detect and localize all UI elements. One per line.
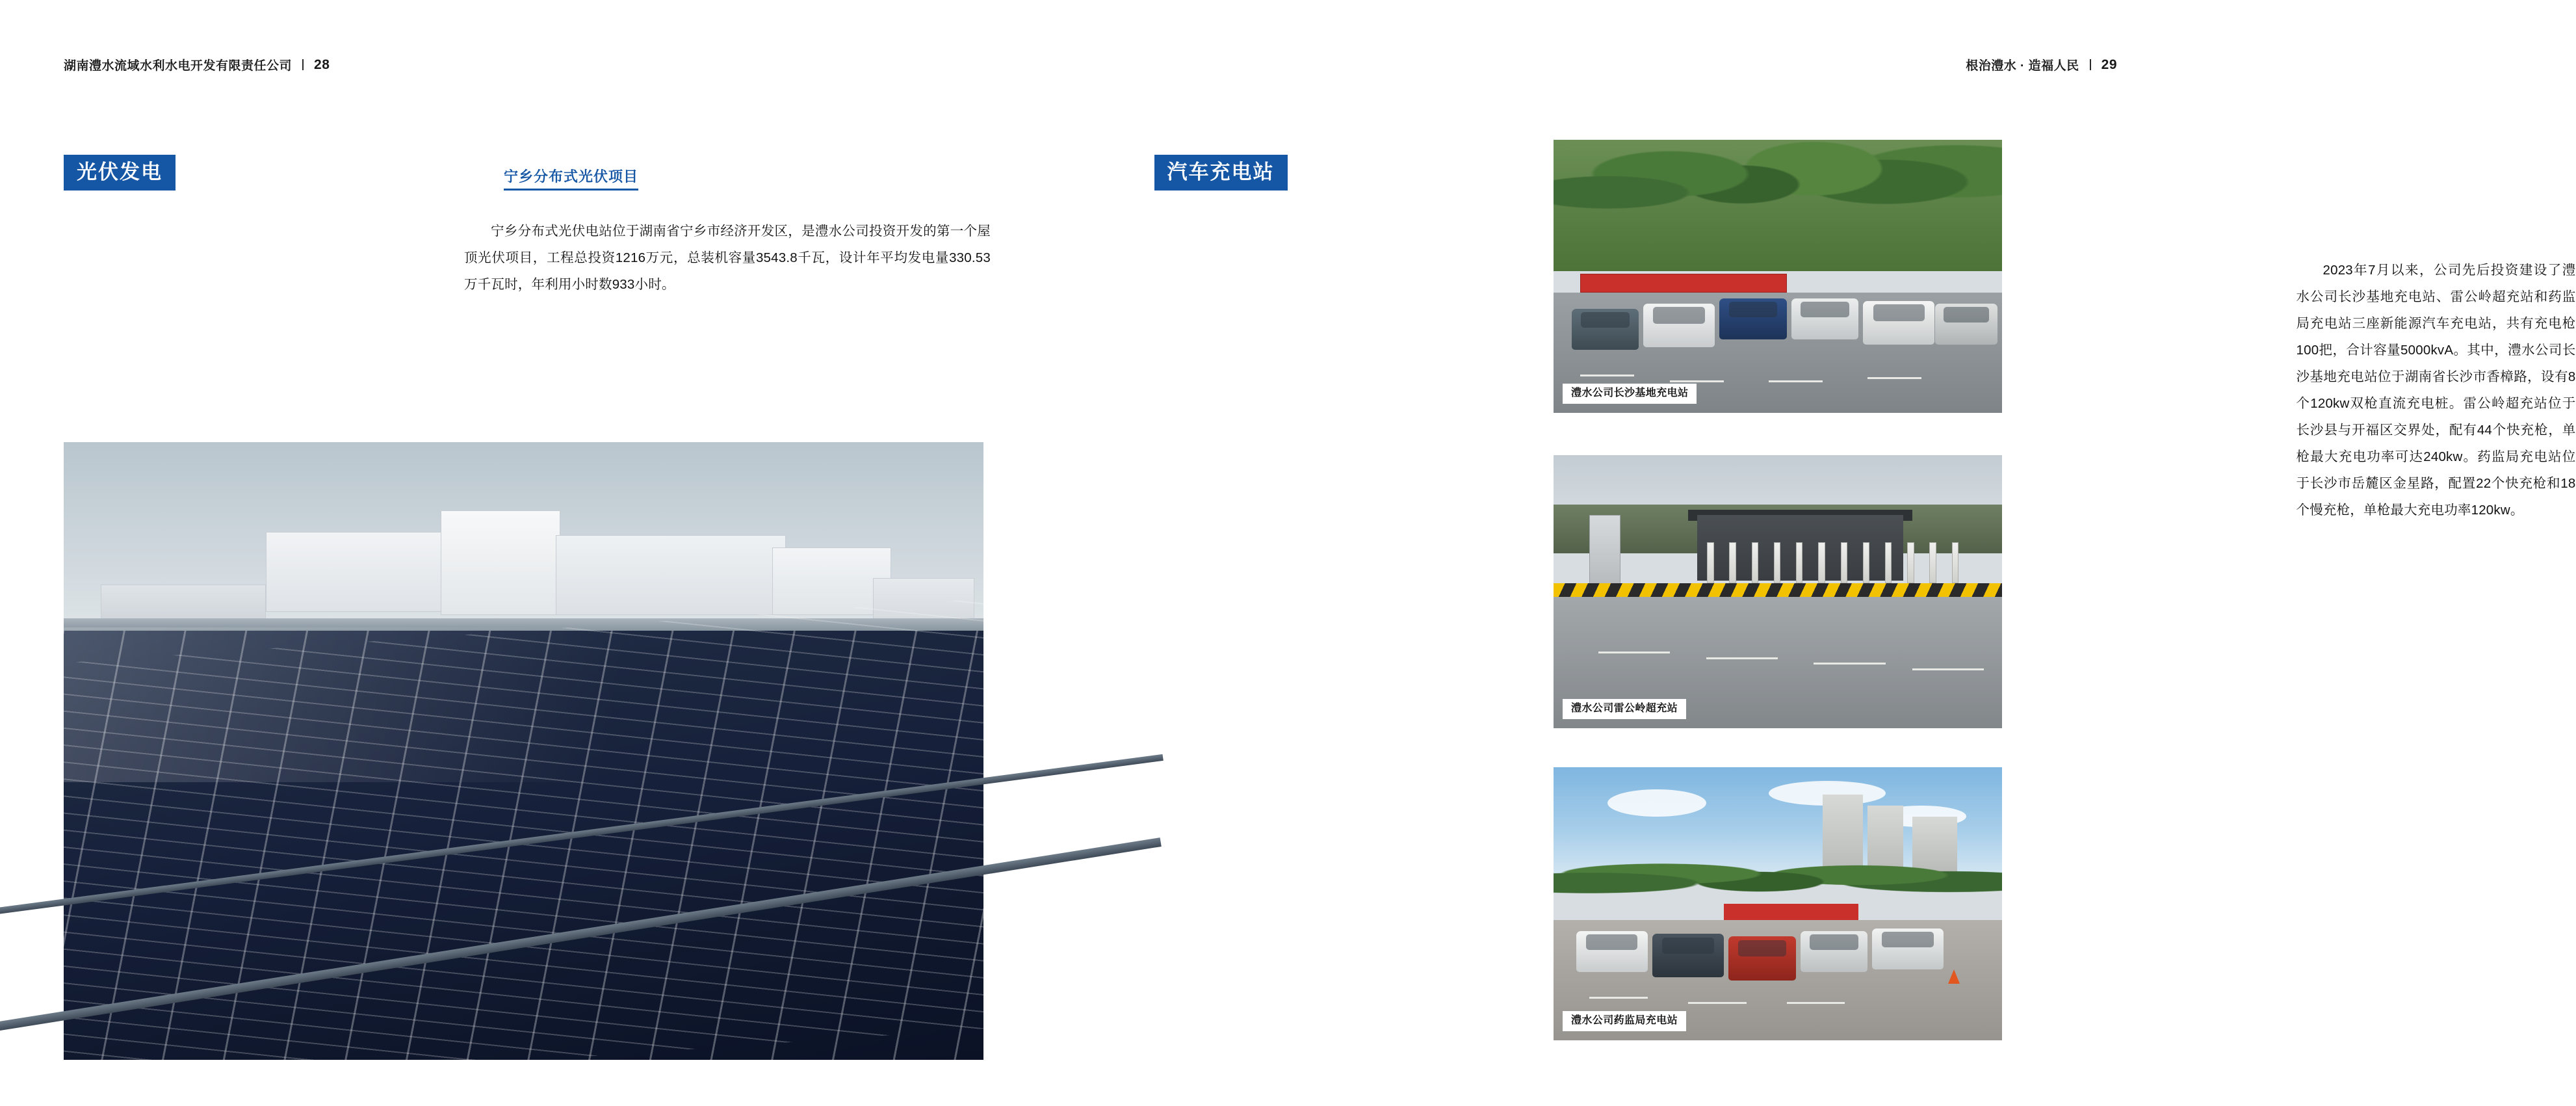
- photo-leigongling-supercharging-station: [1554, 455, 2002, 728]
- photo2-parking-line: [1912, 668, 1984, 670]
- photo2-charger-row: [1702, 542, 1980, 583]
- page-number-left: 28: [314, 57, 330, 72]
- photo2-charger-post: [1907, 542, 1914, 583]
- photo-solar-glare: [64, 627, 983, 782]
- running-head-separator: [302, 59, 304, 70]
- photo-solar-building: [441, 510, 560, 616]
- left-page: [0, 0, 1091, 1106]
- photo3-parking-line: [1688, 1002, 1747, 1004]
- photo2-transformer-cabinet: [1589, 515, 1620, 586]
- photo2-warning-curb: [1554, 583, 2002, 597]
- photo3-parking-line: [1787, 1002, 1845, 1004]
- photo2-charger-post: [1929, 542, 1936, 583]
- photo3-car: [1728, 936, 1796, 980]
- photo1-car: [1791, 298, 1859, 339]
- photo-solar-rooftop: [64, 442, 983, 1060]
- photo2-charger-post: [1952, 542, 1958, 583]
- photo2-charger-post: [1818, 542, 1825, 583]
- photo1-car: [1863, 301, 1934, 345]
- photo2-charger-post: [1774, 542, 1780, 583]
- photo3-traffic-cone: [1948, 969, 1960, 984]
- photo-solar-building: [101, 585, 267, 622]
- photo2-charger-post: [1752, 542, 1758, 583]
- photo-caption: 澧水公司雷公岭超充站: [1563, 699, 1686, 719]
- photo3-red-banner: [1724, 904, 1858, 920]
- photo1-car: [1719, 298, 1787, 339]
- photo1-car: [1572, 309, 1639, 350]
- photo3-cloud: [1607, 789, 1706, 817]
- photo-caption: 澧水公司长沙基地充电站: [1563, 384, 1697, 404]
- photo2-charger-post: [1796, 542, 1802, 583]
- photo2-charger-post: [1707, 542, 1713, 583]
- photo2-charger-post: [1885, 542, 1892, 583]
- running-head-left-text: 湖南澧水流域水利水电开发有限责任公司: [64, 59, 293, 73]
- photo3-tree-line: [1554, 844, 2002, 910]
- photo2-parking-line: [1814, 663, 1885, 665]
- section-tag-charging-station: 汽车充电站: [1154, 155, 1288, 191]
- photo3-car: [1872, 928, 1944, 969]
- running-head-right-text: 根治澧水 · 造福人民: [1966, 59, 2079, 73]
- body-text-right: 2023年7月以来，公司先后投资建设了澧水公司长沙基地充电站、雷公岭超充站和药监局充电站三座新能源汽车充电站，共有充电枪100把，合计容量5000kvA。其中，澧水公司长沙基地充电站位于湖南省长沙市香樟路，设有8个120kw双枪直流充电桩。雷公岭超充站位于长沙县与开福区交界处，配有44个快充枪，单枪最大充电功率可达240kw。药监局充电站位于长沙市岳麓区金星路，配置22个快充枪和18个慢充枪，单枪最大充电功率120kw。: [2296, 263, 2576, 518]
- photo1-parking-line: [1670, 380, 1724, 382]
- photo2-parking-line: [1706, 657, 1778, 659]
- section-tag-photovoltaic: 光伏发电: [64, 155, 176, 191]
- photo2-parking-line: [1598, 652, 1670, 653]
- photo3-car: [1801, 931, 1868, 972]
- photo3-car: [1652, 934, 1724, 977]
- photo2-charger-post: [1863, 542, 1869, 583]
- photo3-parking-line: [1589, 997, 1648, 999]
- sub-heading-ningxiang-project: 宁乡分布式光伏项目: [504, 166, 638, 191]
- photo1-parking-line: [1867, 377, 1921, 379]
- photo1-red-banner: [1580, 274, 1786, 293]
- photo-solar-building: [266, 532, 450, 612]
- photo3-car: [1576, 931, 1648, 972]
- photo-changsha-base-station: [1554, 140, 2002, 413]
- photo-caption: 澧水公司药监局充电站: [1563, 1011, 1686, 1031]
- running-head-left: [64, 56, 330, 73]
- photo1-car: [1935, 304, 1998, 345]
- photo2-charger-post: [1729, 542, 1736, 583]
- running-head-separator: [2090, 59, 2091, 70]
- photo1-tree-line: [1554, 140, 2002, 271]
- body-text-left: 宁乡分布式光伏电站位于湖南省宁乡市经济开发区，是澧水公司投资开发的第一个屋顶光伏项目，工程总投资1216万元，总装机容量3543.8千瓦，设计年平均发电量330.53万千瓦时，年利用小时数933小时。: [464, 224, 991, 292]
- photo1-car: [1643, 304, 1715, 347]
- photo-solar-building: [556, 535, 786, 616]
- photo-drug-administration-station: [1554, 767, 2002, 1040]
- page-number-right: 29: [2101, 57, 2117, 72]
- photo2-charger-post: [1841, 542, 1847, 583]
- running-head-right: [1966, 56, 2117, 73]
- photo1-parking-line: [1580, 375, 1634, 376]
- photo1-parking-line: [1769, 380, 1823, 382]
